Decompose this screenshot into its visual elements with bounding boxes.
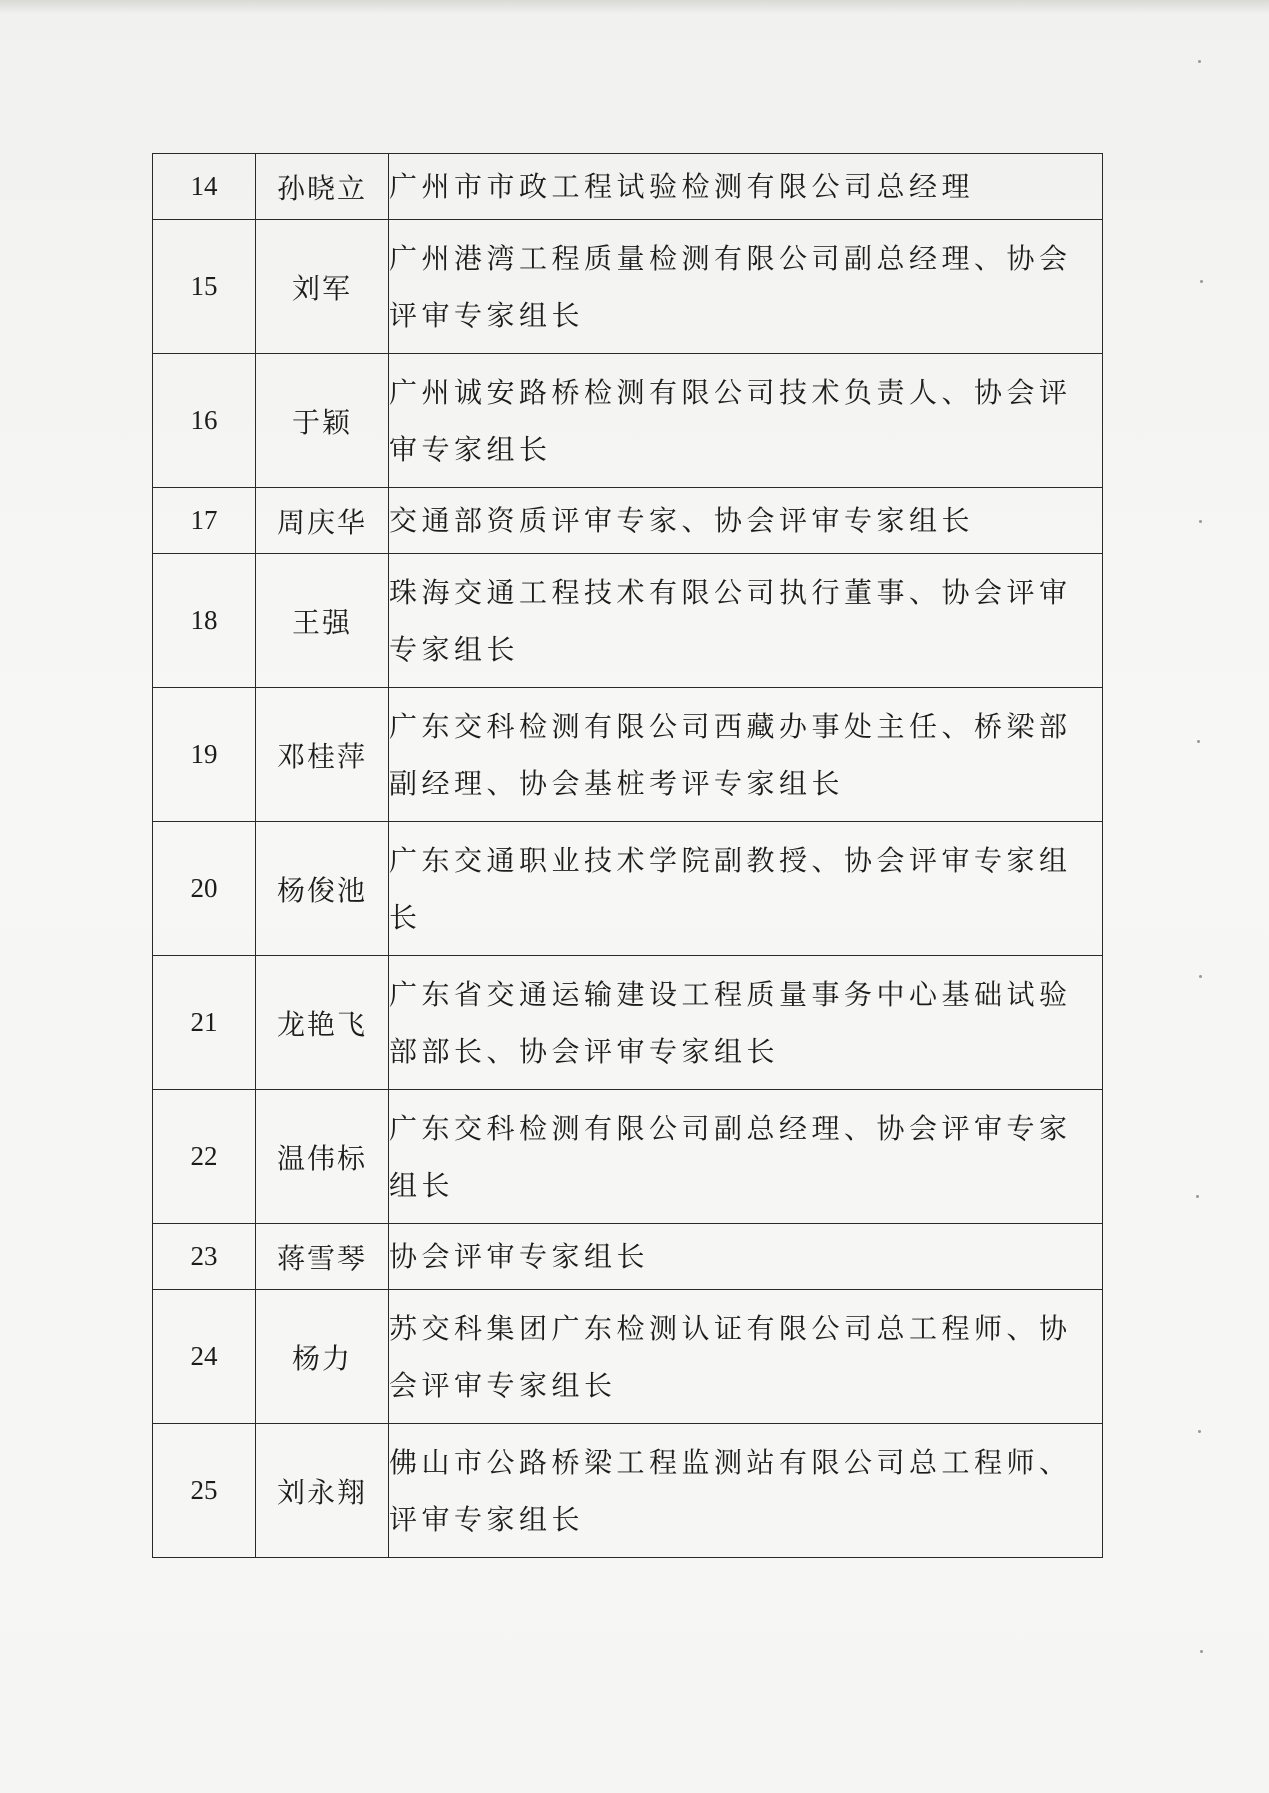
row-number: 20 (153, 822, 256, 956)
scan-speck (1199, 520, 1202, 523)
table-row (153, 822, 1103, 956)
table-row (153, 1224, 1103, 1290)
person-position: 协会评审专家组长 (389, 1224, 1103, 1290)
scan-speck (1199, 975, 1202, 978)
row-number: 15 (153, 220, 256, 354)
person-position: 广东交科检测有限公司西藏办事处主任、桥梁部副经理、协会基桩考评专家组长 (389, 688, 1103, 822)
row-number: 25 (153, 1424, 256, 1558)
person-position: 广东交科检测有限公司副总经理、协会评审专家组长 (389, 1090, 1103, 1224)
person-name: 龙艳飞 (256, 956, 389, 1090)
person-name: 孙晓立 (256, 154, 389, 220)
person-position: 广州诚安路桥检测有限公司技术负责人、协会评审专家组长 (389, 354, 1103, 488)
row-number: 18 (153, 554, 256, 688)
person-position: 苏交科集团广东检测认证有限公司总工程师、协会评审专家组长 (389, 1290, 1103, 1424)
row-number: 24 (153, 1290, 256, 1424)
table-row (153, 220, 1103, 354)
scan-speck (1196, 1195, 1199, 1198)
person-position: 交通部资质评审专家、协会评审专家组长 (389, 488, 1103, 554)
expert-roster-table (152, 153, 1103, 1558)
scan-speck (1198, 1430, 1201, 1433)
row-number: 19 (153, 688, 256, 822)
person-name: 杨俊池 (256, 822, 389, 956)
table-row (153, 688, 1103, 822)
person-name: 邓桂萍 (256, 688, 389, 822)
person-position: 广州港湾工程质量检测有限公司副总经理、协会评审专家组长 (389, 220, 1103, 354)
person-position: 广东省交通运输建设工程质量事务中心基础试验部部长、协会评审专家组长 (389, 956, 1103, 1090)
person-position: 广州市市政工程试验检测有限公司总经理 (389, 154, 1103, 220)
person-name: 周庆华 (256, 488, 389, 554)
person-position: 珠海交通工程技术有限公司执行董事、协会评审专家组长 (389, 554, 1103, 688)
person-name: 温伟标 (256, 1090, 389, 1224)
table-row (153, 554, 1103, 688)
scan-top-edge (0, 0, 1269, 14)
row-number: 23 (153, 1224, 256, 1290)
person-position: 广东交通职业技术学院副教授、协会评审专家组长 (389, 822, 1103, 956)
scan-speck (1200, 1650, 1203, 1653)
person-name: 蒋雪琴 (256, 1224, 389, 1290)
person-name: 刘永翔 (256, 1424, 389, 1558)
person-position: 佛山市公路桥梁工程监测站有限公司总工程师、评审专家组长 (389, 1424, 1103, 1558)
table-row (153, 1290, 1103, 1424)
table-row (153, 1090, 1103, 1224)
scan-speck (1198, 60, 1201, 63)
row-number: 16 (153, 354, 256, 488)
person-name: 于颖 (256, 354, 389, 488)
row-number: 21 (153, 956, 256, 1090)
person-name: 刘军 (256, 220, 389, 354)
row-number: 14 (153, 154, 256, 220)
table-row (153, 154, 1103, 220)
scan-speck (1200, 280, 1203, 283)
scan-speck (1197, 740, 1200, 743)
row-number: 22 (153, 1090, 256, 1224)
table-row (153, 354, 1103, 488)
person-name: 杨力 (256, 1290, 389, 1424)
row-number: 17 (153, 488, 256, 554)
table-row (153, 488, 1103, 554)
person-name: 王强 (256, 554, 389, 688)
table-row (153, 956, 1103, 1090)
table-row (153, 1424, 1103, 1558)
